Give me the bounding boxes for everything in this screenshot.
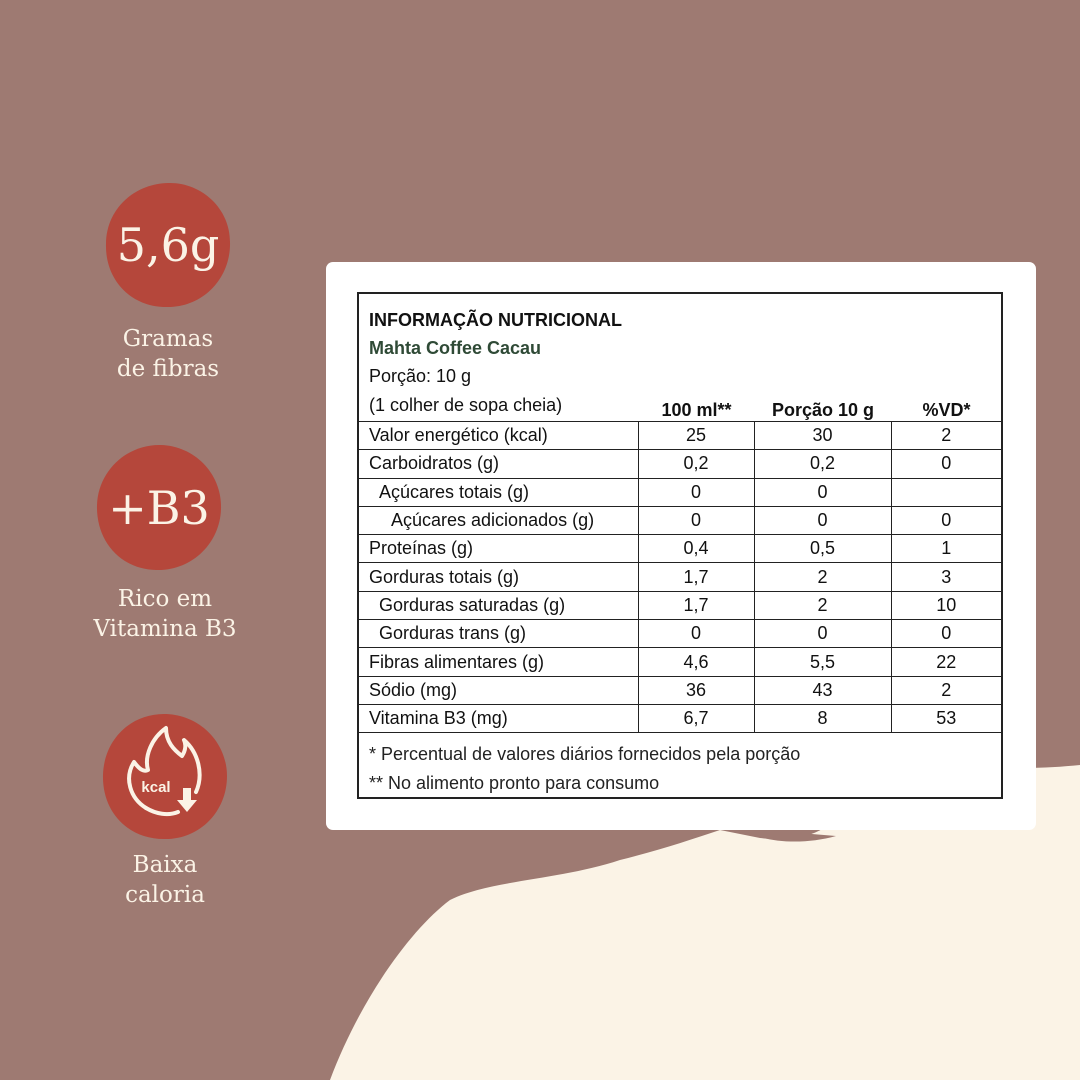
nutrient-value: 0 bbox=[891, 620, 1001, 648]
nutrient-value: 2 bbox=[891, 422, 1001, 450]
nutrient-name: Sódio (mg) bbox=[359, 676, 638, 704]
column-header-100ml: 100 ml** bbox=[661, 400, 732, 420]
nutrient-value: 2 bbox=[891, 676, 1001, 704]
nutrient-value: 2 bbox=[754, 591, 891, 619]
nutrient-name: Valor energético (kcal) bbox=[359, 422, 638, 450]
table-row bbox=[359, 563, 1001, 591]
nutrition-table bbox=[359, 421, 1001, 733]
portion-size: Porção: 10 g bbox=[369, 366, 472, 386]
nutrient-value: 10 bbox=[891, 591, 1001, 619]
fiber-badge bbox=[103, 180, 233, 310]
nutrient-name: Gorduras trans (g) bbox=[359, 620, 638, 648]
calorie-caption-line2: caloria bbox=[125, 882, 205, 908]
nutrient-value: 5,5 bbox=[754, 648, 891, 676]
nutrient-value: 43 bbox=[754, 676, 891, 704]
nutrient-value: 6,7 bbox=[638, 704, 754, 732]
nutrient-value: 0 bbox=[638, 620, 754, 648]
vitamin-b3-badge-value: +B3 bbox=[108, 481, 210, 535]
fiber-badge-value: 5,6g bbox=[116, 218, 220, 272]
footnote-daily-values: * Percentual de valores diários fornecidos pela porção bbox=[369, 744, 801, 764]
fiber-badge-caption bbox=[68, 324, 268, 384]
nutrient-name: Fibras alimentares (g) bbox=[359, 648, 638, 676]
table-row bbox=[359, 478, 1001, 506]
nutrient-name: Carboidratos (g) bbox=[359, 450, 638, 478]
nutrition-title: INFORMAÇÃO NUTRICIONAL bbox=[369, 310, 622, 330]
nutrient-name: Vitamina B3 (mg) bbox=[359, 704, 638, 732]
table-row bbox=[359, 450, 1001, 478]
table-row bbox=[359, 648, 1001, 676]
nutrient-value: 25 bbox=[638, 422, 754, 450]
nutrient-value: 0 bbox=[891, 506, 1001, 534]
vitamin-b3-badge-caption bbox=[65, 584, 265, 644]
nutrient-value: 3 bbox=[891, 563, 1001, 591]
nutrient-name: Gorduras saturadas (g) bbox=[359, 591, 638, 619]
nutrition-facts-label bbox=[357, 292, 1003, 799]
table-row bbox=[359, 506, 1001, 534]
table-row bbox=[359, 535, 1001, 563]
fiber-caption-line2: de fibras bbox=[116, 356, 220, 382]
nutrient-value: 4,6 bbox=[638, 648, 754, 676]
nutrient-value: 30 bbox=[754, 422, 891, 450]
nutrient-value: 53 bbox=[891, 704, 1001, 732]
nutrient-value: 2 bbox=[754, 563, 891, 591]
nutrient-name: Açúcares totais (g) bbox=[359, 478, 638, 506]
calorie-caption-line1: Baixa bbox=[132, 852, 198, 878]
footnote-ready-to-consume: ** No alimento pronto para consumo bbox=[369, 773, 660, 793]
table-row bbox=[359, 704, 1001, 732]
nutrient-value: 0 bbox=[754, 620, 891, 648]
nutrient-name: Gorduras totais (g) bbox=[359, 563, 638, 591]
nutrient-value: 1,7 bbox=[638, 563, 754, 591]
kcal-icon-text: kcal bbox=[141, 779, 171, 796]
fiber-caption-line1: Gramas bbox=[122, 326, 214, 352]
nutrient-value: 1 bbox=[891, 535, 1001, 563]
vitamin-b3-badge bbox=[94, 443, 224, 573]
kcal-flame-down-icon bbox=[100, 712, 230, 842]
nutrient-value: 0,2 bbox=[638, 450, 754, 478]
low-calorie-badge-caption bbox=[65, 850, 265, 910]
footnotes bbox=[369, 740, 800, 798]
nutrient-value: 0 bbox=[891, 450, 1001, 478]
nutrient-value bbox=[891, 478, 1001, 506]
nutrient-value: 36 bbox=[638, 676, 754, 704]
nutrient-value: 0 bbox=[638, 478, 754, 506]
product-name: Mahta Coffee Cacau bbox=[369, 338, 542, 358]
table-row bbox=[359, 676, 1001, 704]
nutrient-name: Açúcares adicionados (g) bbox=[359, 506, 638, 534]
nutrient-name: Proteínas (g) bbox=[359, 535, 638, 563]
nutrient-value: 0 bbox=[638, 506, 754, 534]
nutrient-value: 1,7 bbox=[638, 591, 754, 619]
serving-description: (1 colher de sopa cheia) bbox=[369, 395, 563, 415]
nutrient-value: 0,4 bbox=[638, 535, 754, 563]
vitamin-caption-line1: Rico em bbox=[117, 586, 213, 612]
table-row bbox=[359, 422, 1001, 450]
table-row bbox=[359, 591, 1001, 619]
vitamin-caption-line2: Vitamina B3 bbox=[93, 616, 237, 642]
nutrient-value: 22 bbox=[891, 648, 1001, 676]
nutrient-value: 0,5 bbox=[754, 535, 891, 563]
nutrient-value: 8 bbox=[754, 704, 891, 732]
column-header-portion: Porção 10 g bbox=[771, 400, 875, 420]
column-header-vd: %VD* bbox=[922, 400, 971, 420]
nutrient-value: 0,2 bbox=[754, 450, 891, 478]
nutrient-value: 0 bbox=[754, 478, 891, 506]
nutrient-value: 0 bbox=[754, 506, 891, 534]
table-row bbox=[359, 620, 1001, 648]
low-calorie-badge bbox=[100, 712, 230, 842]
